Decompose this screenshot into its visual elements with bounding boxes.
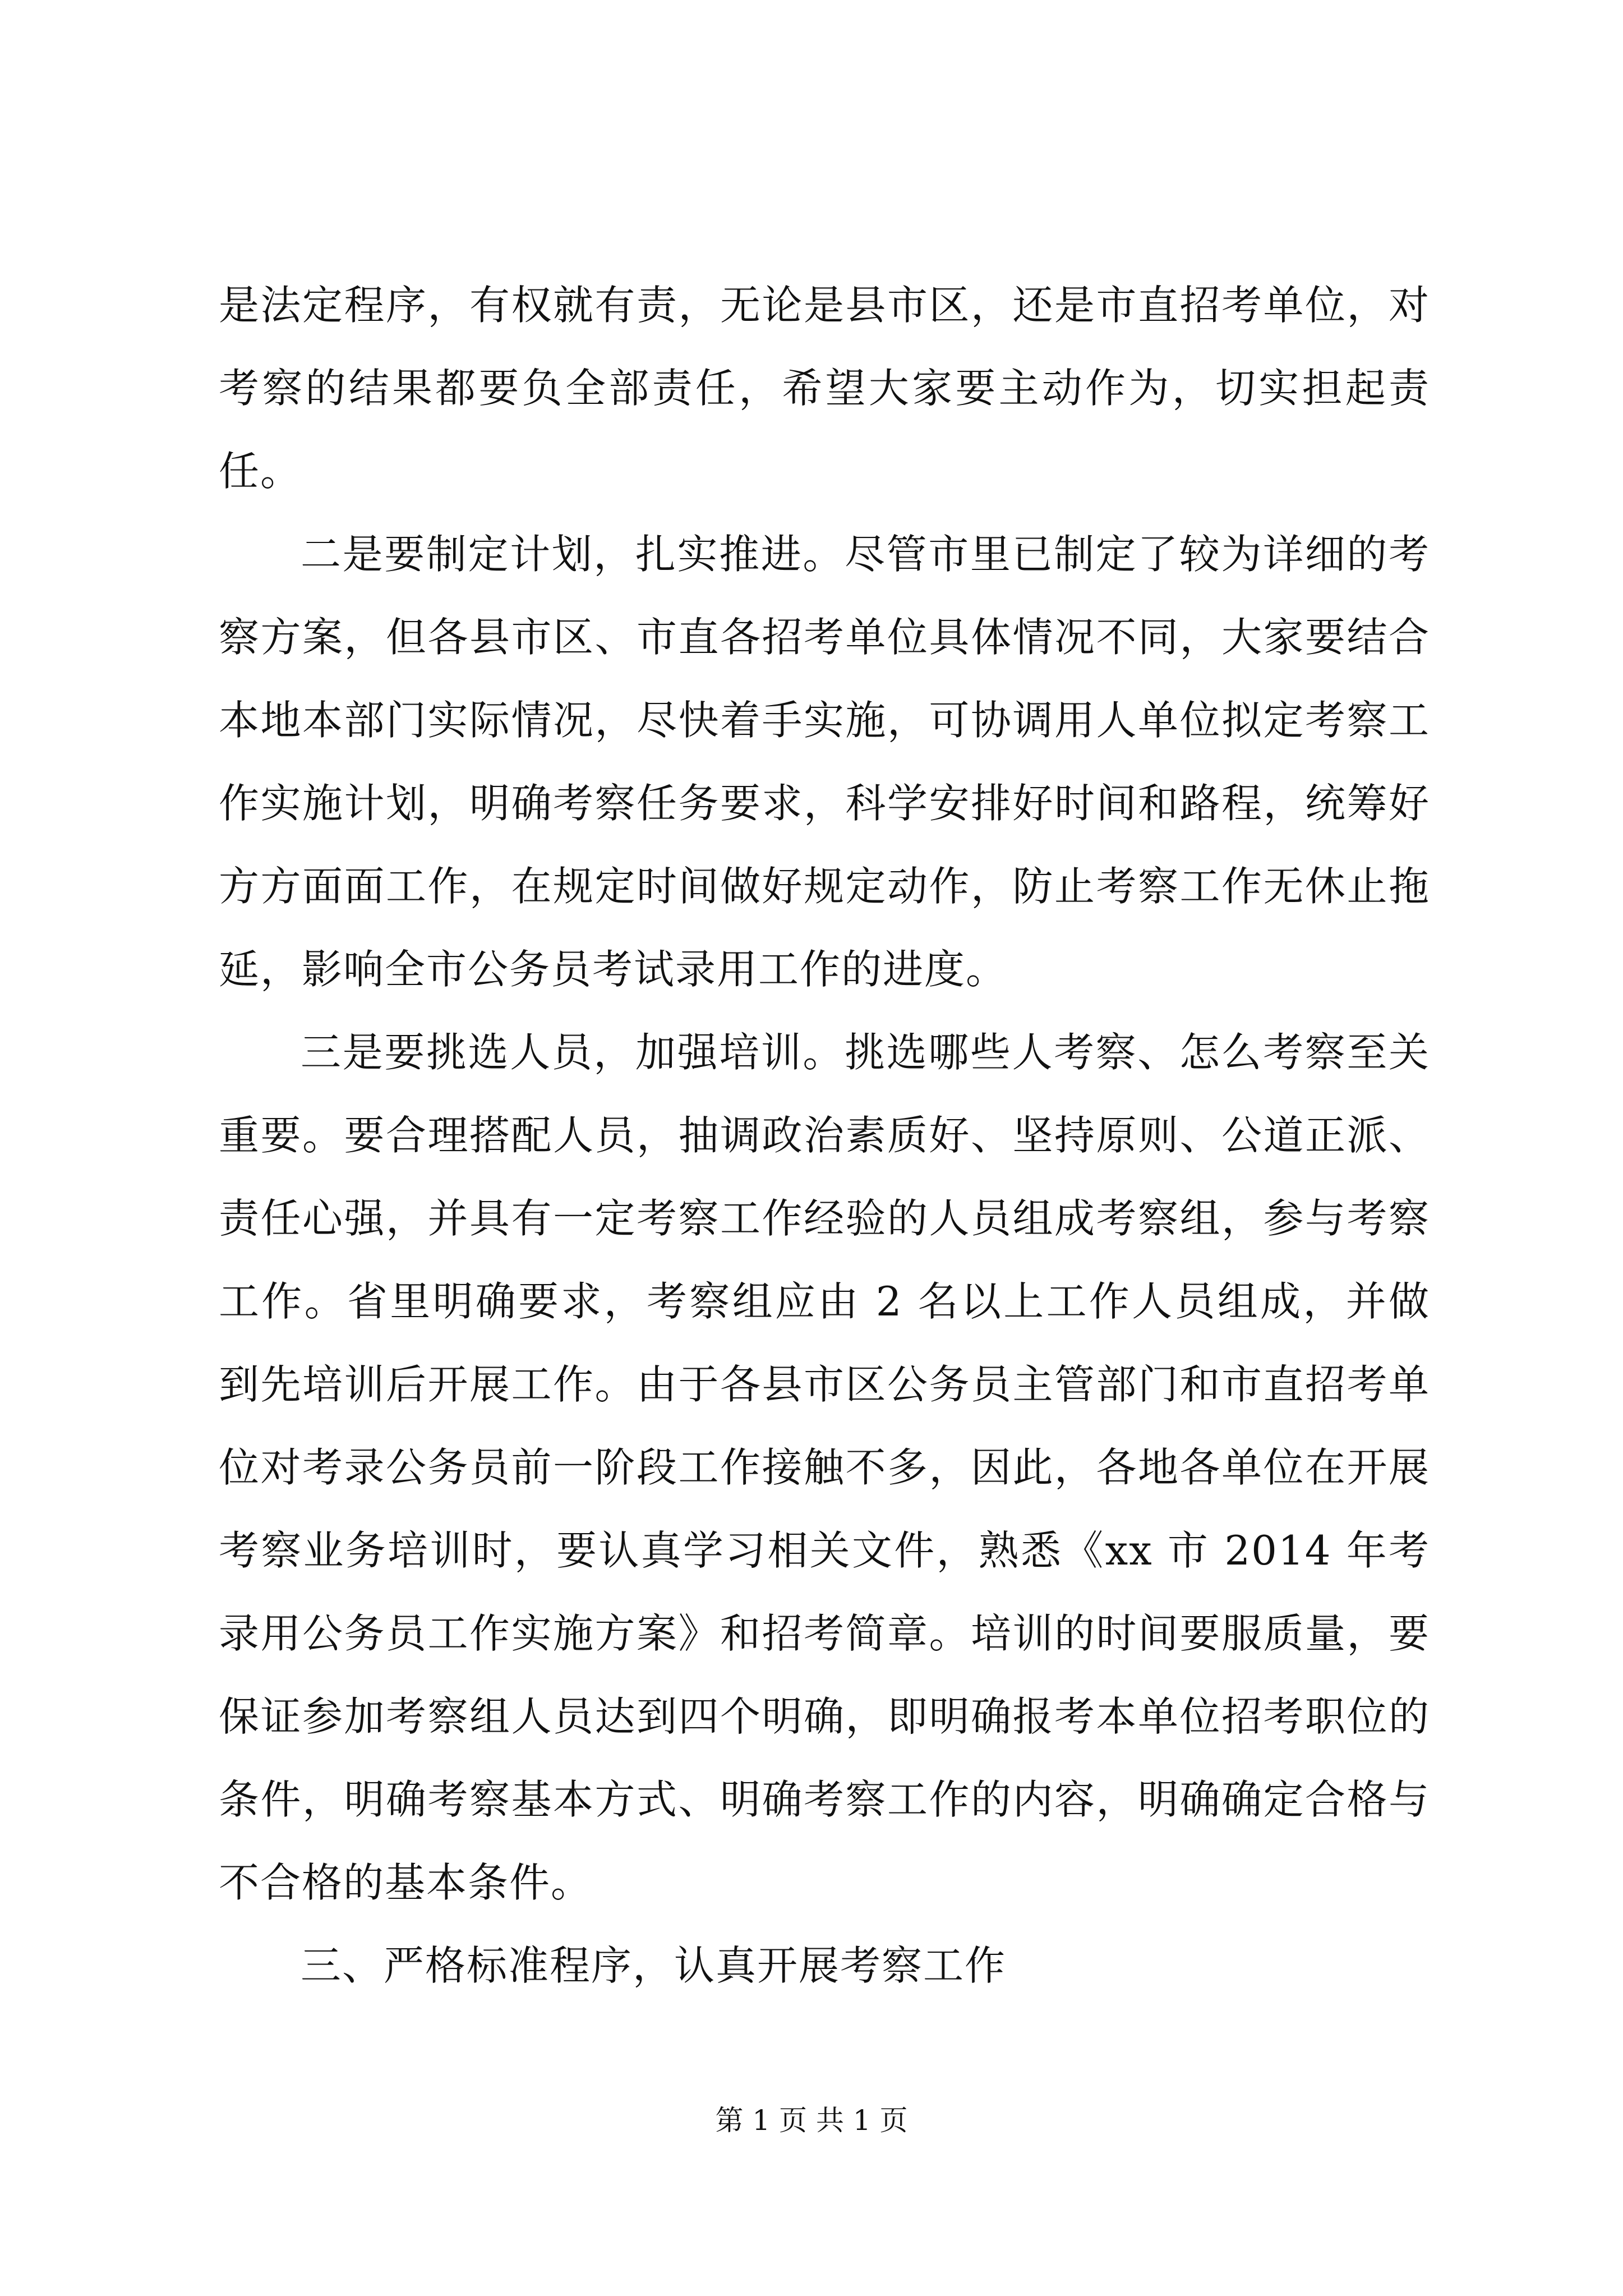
page-footer: 第 1 页 共 1 页 xyxy=(715,2104,908,2137)
paragraph-continuation: 是法定程序，有权就有责，无论是县市区，还是市直招考单位，对考察的结果都要负全部责任，希望大家要主动作为，切实担起责任。 xyxy=(219,282,1430,495)
paragraph-training: 三是要挑选人员，加强培训。挑选哪些人考察、怎么考察至关重要。要合理搭配人员，抽调政治素质好、坚持原则、公道正派、责任心强，并具有一定考察工作经验的人员组成考察组，参与考察工作。省里明确要求，考察组应由 2 名以上工作人员组成，并做到先培训后开展工作。由于各县市区公务员主管部门和市直招考单位对考录公务员前一阶段工作接触不多，因此，各地各单位在开展考察业务培训时，要认真学习相关文件，熟悉《xx 市 2014 年考录用公务员工作实施方案》和招考简章。培训的时间要服质量，要保证参加考察组人员达到四个明确，即明确报考本单位招考职位的条件，明确考察基本方式、明确考察工作的内容，明确确定合格与不合格的基本条件。 xyxy=(219,1029,1430,1906)
document-body xyxy=(219,264,1430,2007)
section-heading: 三、严格标准程序，认真开展考察工作 xyxy=(301,1942,1007,1989)
paragraph-plan: 二是要制定计划，扎实推进。尽管市里已制定了较为详细的考察方案，但各县市区、市直各招考单位具体情况不同，大家要结合本地本部门实际情况，尽快着手实施，可协调用人单位拟定考察工作实施计划，明确考察任务要求，科学安排好时间和路程，统筹好方方面面工作，在规定时间做好规定动作，防止考察工作无休止拖延，影响全市公务员考试录用工作的进度。 xyxy=(219,531,1430,993)
